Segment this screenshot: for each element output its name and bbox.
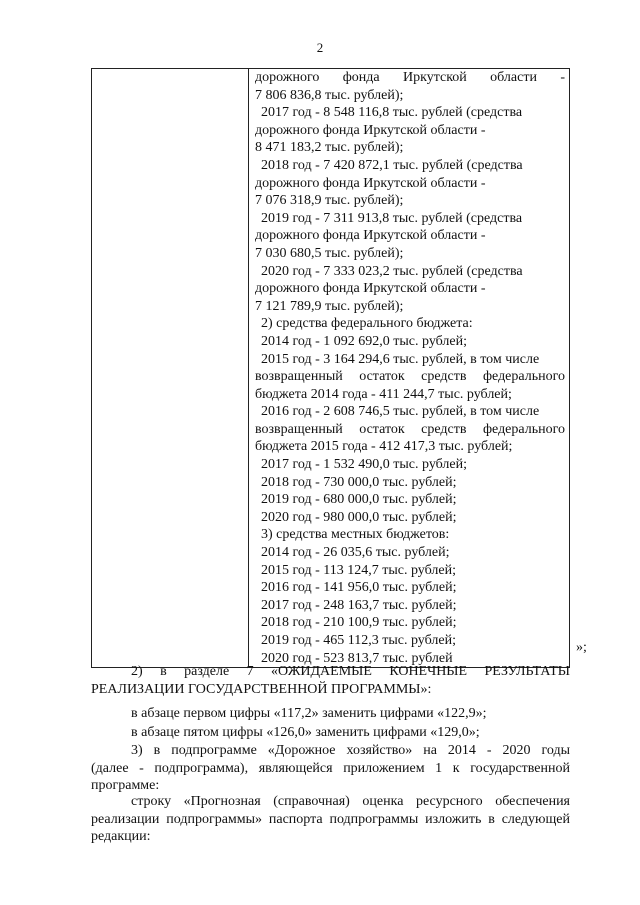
table-cell-right bbox=[249, 69, 570, 668]
table-text-line: 7 121 789,9 тыс. рублей); bbox=[255, 298, 404, 314]
paragraph-line: строку «Прогнозная (справочная) оценка ресурсного обеспечения bbox=[131, 794, 570, 809]
table-text-line: возвращенный остаток средств федерального bbox=[255, 421, 565, 437]
table-text-line: 2019 год - 465 112,3 тыс. рублей; bbox=[261, 633, 456, 648]
table-text-line: 2018 год - 730 000,0 тыс. рублей; bbox=[261, 474, 457, 490]
table-text-line: 7 030 680,5 тыс. рублей); bbox=[255, 245, 404, 261]
table-text-line: 2019 год - 680 000,0 тыс. рублей; bbox=[261, 492, 457, 508]
resource-table bbox=[91, 68, 570, 668]
paragraph-line: в абзаце пятом цифры «126,0» заменить цифрами «129,0»; bbox=[131, 725, 480, 740]
table-text-line: 2016 год - 2 608 746,5 тыс. рублей, в том числе bbox=[261, 404, 540, 420]
table-text-line: 2018 год - 210 100,9 тыс. рублей; bbox=[261, 615, 457, 631]
table-text-line: 2017 год - 8 548 116,8 тыс. рублей (средства bbox=[261, 105, 523, 121]
paragraph bbox=[91, 724, 570, 742]
table-text-line: дорожного фонда Иркутской области - bbox=[255, 122, 486, 138]
paragraph-line: РЕАЛИЗАЦИИ ГОСУДАРСТВЕННОЙ ПРОГРАММЫ»: bbox=[91, 681, 432, 697]
paragraph-line: 2) в разделе 7 «ОЖИДАЕМЫЕ КОНЕЧНЫЕ РЕЗУЛЬТАТЫ bbox=[131, 664, 570, 679]
table-closing-quote: »; bbox=[576, 640, 587, 655]
paragraph-line: в абзаце первом цифры «117,2» заменить цифрами «122,9»; bbox=[131, 706, 487, 721]
paragraph bbox=[91, 793, 570, 846]
table-text-line: бюджета 2015 года - 412 417,3 тыс. рублей; bbox=[255, 439, 513, 455]
table-text-line: 2020 год - 7 333 023,2 тыс. рублей (средства bbox=[261, 263, 523, 279]
table-text-line: 2015 год - 3 164 294,6 тыс. рублей, в том числе bbox=[261, 351, 540, 367]
paragraph bbox=[91, 742, 570, 795]
table-text-line: 3) средства местных бюджетов: bbox=[261, 527, 450, 543]
table-text-line: 8 471 183,2 тыс. рублей); bbox=[255, 140, 404, 156]
paragraph bbox=[91, 705, 570, 723]
table-text-line: 7 076 318,9 тыс. рублей); bbox=[255, 193, 404, 209]
table-text-line: 2015 год - 113 124,7 тыс. рублей; bbox=[261, 562, 456, 578]
table-text-line: 2017 год - 1 532 490,0 тыс. рублей; bbox=[261, 457, 468, 473]
table-cell-left bbox=[92, 69, 249, 668]
table-text-line: дорожного фонда Иркутской области - bbox=[255, 70, 565, 85]
paragraph-line: (далее - подпрограмма), являющейся приложением 1 к государственной bbox=[91, 760, 570, 776]
page-number: 2 bbox=[316, 40, 324, 55]
table-text-line: дорожного фонда Иркутской области - bbox=[255, 175, 486, 191]
table-text-line: дорожного фонда Иркутской области - bbox=[255, 228, 486, 244]
paragraph bbox=[91, 663, 570, 698]
table-row bbox=[92, 69, 570, 668]
table-text-line: 2018 год - 7 420 872,1 тыс. рублей (средства bbox=[261, 157, 523, 173]
paragraph-line: редакции: bbox=[91, 829, 151, 845]
paragraph-line: реализации подпрограммы» паспорта подпрограммы изложить в следующей bbox=[91, 811, 570, 827]
table-text-line: 7 806 836,8 тыс. рублей); bbox=[255, 87, 404, 103]
table-text-line: дорожного фонда Иркутской области - bbox=[255, 281, 486, 297]
table-text-line: 2014 год - 26 035,6 тыс. рублей; bbox=[261, 545, 450, 561]
table-text-line: 2014 год - 1 092 692,0 тыс. рублей; bbox=[261, 333, 468, 349]
table-text-line: 2) средства федерального бюджета: bbox=[261, 316, 473, 332]
paragraph-line: программе: bbox=[91, 778, 160, 794]
table-text-line: 2016 год - 141 956,0 тыс. рублей; bbox=[261, 580, 457, 596]
table-text-line: 2019 год - 7 311 913,8 тыс. рублей (средства bbox=[261, 210, 523, 226]
table-text-line: 2020 год - 523 813,7 тыс. рублей bbox=[261, 650, 453, 666]
paragraph-line: 3) в подпрограмме «Дорожное хозяйство» на 2014 - 2020 годы bbox=[131, 743, 570, 758]
table-text-line: возвращенный остаток средств федерального bbox=[255, 369, 565, 385]
table-text-line: 2017 год - 248 163,7 тыс. рублей; bbox=[261, 597, 457, 613]
table-text-line: 2020 год - 980 000,0 тыс. рублей; bbox=[261, 509, 457, 525]
table-text-line: бюджета 2014 года - 411 244,7 тыс. рублей; bbox=[255, 386, 512, 402]
